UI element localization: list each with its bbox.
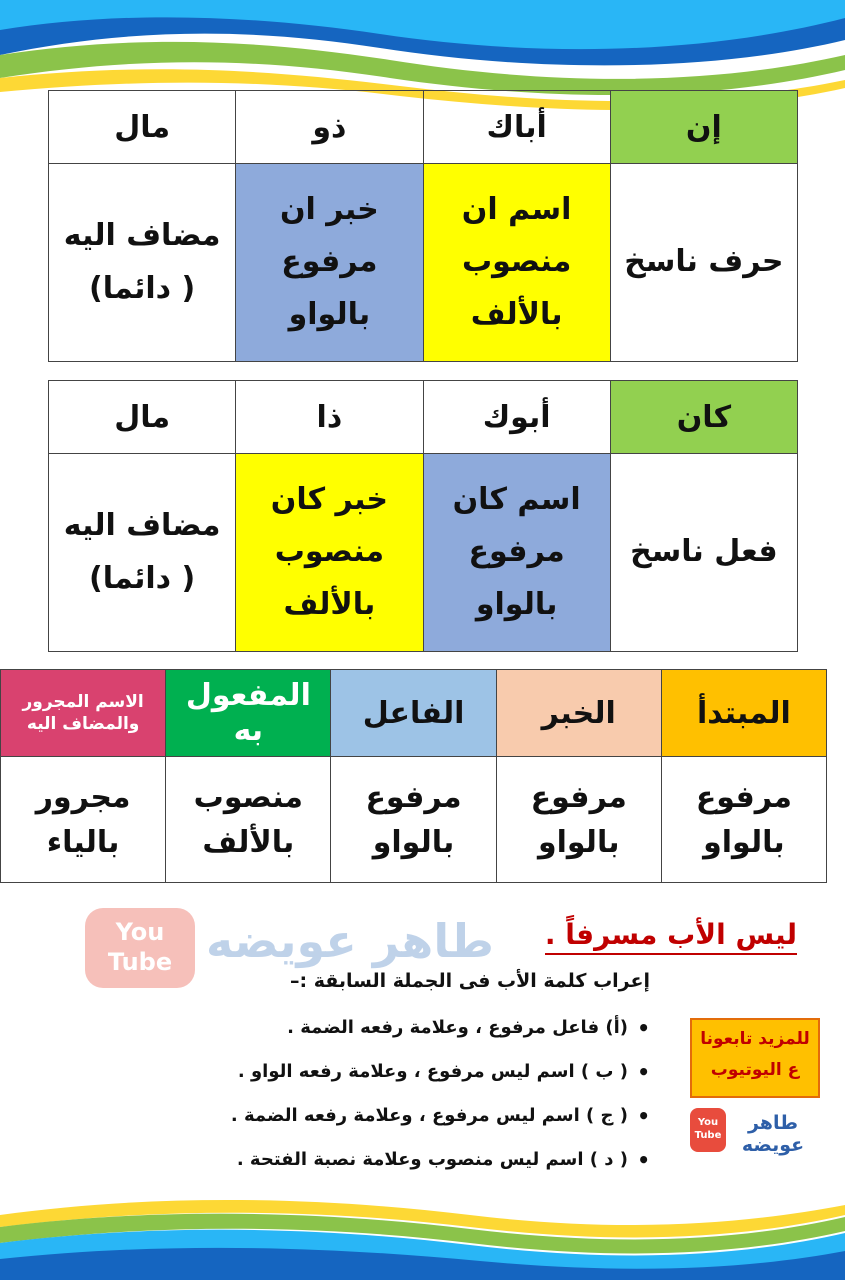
cell-line: خبر كان [270,481,389,517]
cell-line: بالألف [470,296,563,332]
inna-role-cell [610,164,797,362]
cell-line: بالواو [475,586,558,622]
mubtada-header-cell: المبتدأ [661,670,826,757]
cell-line: مرفوع [695,779,792,815]
fael-case-cell [331,757,496,883]
answer-option[interactable]: • ( ب ) اسم ليس مرفوع ، وعلامة رفعه الواو . [220,1052,650,1096]
channel-brand[interactable] [690,1104,820,1156]
kana-table [48,380,798,652]
youtube-icon [690,1108,726,1152]
khabar-case-cell [496,757,661,883]
question-sentence: ليس الأب مسرفاً . [545,918,797,955]
cell-line: منصوب [193,779,304,815]
answer-option[interactable]: • ( د ) اسم ليس منصوب وعلامة نصبة الفتحة . [220,1140,650,1184]
cell-line: بالواو [703,824,785,860]
cell-line: مرفوع [281,244,378,280]
cell-line: مرفوع [530,779,627,815]
cell-line: مجرور [35,779,131,815]
inna-header-cell: إن [610,91,797,164]
majroor-case-cell [1,757,166,883]
khabar-header-cell: الخبر [496,670,661,757]
cell-line: مضاف اليه [63,508,221,543]
cell-line: بالواو [372,824,455,860]
watermark-name: طاهر عويضه [206,914,494,968]
tha-header-cell: ذا [236,381,423,454]
kana-role-cell [610,454,797,652]
cell-line: بالألف [283,586,376,622]
abaka-header-cell: أباك [423,91,610,164]
cell-line: منصوب [461,244,572,280]
youtube-icon-text: Tube [694,1130,722,1141]
fael-header-cell: الفاعل [331,670,496,757]
mal-header-cell: مال [49,381,236,454]
cell-line: مرفوع [365,779,462,815]
cell-line: بالألف [202,824,295,860]
thu-header-cell: ذو [236,91,423,164]
answer-options [220,1008,650,1184]
cell-line: اسم كان [452,481,581,517]
abuka-header-cell: أبوك [423,381,610,454]
cell-line: الاسم المجرور [22,691,144,712]
majroor-header-cell [1,670,166,757]
cell-line: ( دائما) [89,560,196,596]
mal-role-cell [49,454,236,652]
youtube-logo-text: You [115,918,165,946]
follow-us-box [690,1018,820,1098]
cell-line: اسم ان [461,191,572,227]
cell-line: والمضاف اليه [26,714,140,734]
tha-role-cell [236,454,423,652]
mafool-case-cell [166,757,331,883]
cell-line: منصوب [274,534,385,570]
thu-role-cell [236,164,423,362]
answer-option[interactable]: • ( ج ) اسم ليس مرفوع ، وعلامة رفعه الضمة . [220,1096,650,1140]
cell-line: حرف ناسخ [624,244,784,280]
answer-option[interactable]: • (أ) فاعل مرفوع ، وعلامة رفعه الضمة . [220,1008,650,1052]
cell-line: بالياء [46,824,120,860]
youtube-icon-text: You [697,1117,719,1128]
youtube-logo-icon [85,908,195,988]
inna-table [48,90,798,362]
cell-line: فعل ناسخ [630,534,778,570]
mal-header-cell: مال [49,91,236,164]
case-endings-table [0,669,827,883]
cell-line: مضاف اليه [63,218,221,253]
youtube-logo-text: Tube [107,948,173,976]
cell-line: مرفوع [468,534,565,570]
follow-line: للمزيد تابعونا [700,1029,810,1049]
mubtada-case-cell [661,757,826,883]
cell-line: بالواو [288,296,371,332]
question-prompt: إعراب كلمة الأب فى الجملة السابقة :– [290,970,650,992]
mafool-header-cell: المفعول به [166,670,331,757]
abuka-role-cell [423,454,610,652]
channel-name: طاهر عويضه [741,1112,805,1156]
mal-role-cell [49,164,236,362]
cell-line: بالواو [537,824,620,860]
bottom-wave-banner [0,1185,845,1280]
cell-line: خبر ان [279,191,379,227]
cell-line: ( دائما) [89,270,196,306]
abaka-role-cell [423,164,610,362]
follow-line: ع اليوتيوب [710,1059,800,1080]
kana-header-cell: كان [610,381,797,454]
